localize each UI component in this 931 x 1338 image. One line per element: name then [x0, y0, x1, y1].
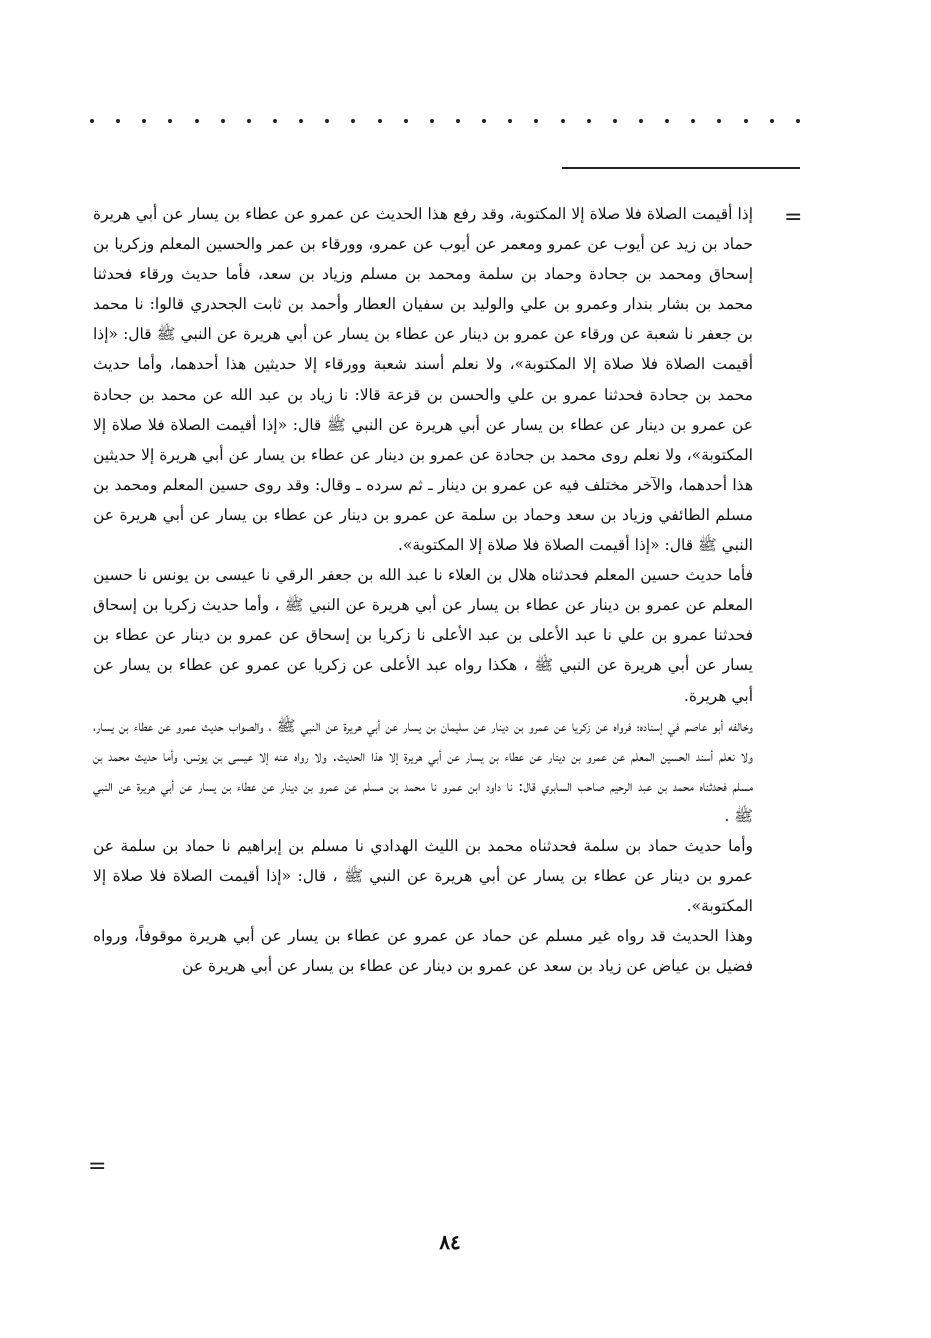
- separator-dot: [404, 119, 408, 123]
- separator-dot: [168, 119, 172, 123]
- separator-dot: [613, 119, 617, 123]
- separator-dot: [691, 119, 695, 123]
- separator-dot: [639, 119, 643, 123]
- paragraph: إذا أقيمت الصلاة فلا صلاة إلا المكتوبة، وقد رفع هذا الحديث عن عمرو عن عطاء بن يسار عن أبي هريرة حماد بن زيد عن أيوب عن عمرو ومعمر عن أيوب عن عمرو، وورقاء بن عمر والحسين المعلم وزكريا بن إسحاق ومحمد بن جحادة وحماد بن سلمة ومحمد بن مسلم وزياد بن سعد، فأما حديث ورقاء فحدثنا محمد بن بشار بندار وعمرو بن علي والوليد بن سفيان العطار وأحمد بن ثابت الجحدري قالوا: نا محمد بن جعفر نا شعبة عن ورقاء عن عمرو بن دينار عن عطاء بن يسار عن أبي هريرة عن النبي ﷺ قال: «إذا أقيمت الصلاة فلا صلاة إلا المكتوبة»، ولا نعلم أسند شعبة وورقاء إلا حديثين هذا أحدهما، وأما حديث محمد بن جحادة فحدثنا عمرو بن علي والحسن بن قزعة قالا: نا زياد بن عبد الله عن محمد بن جحادة عن عمرو بن دينار عن عطاء بن يسار عن أبي هريرة عن النبي ﷺ قال: «إذا أقيمت الصلاة فلا صلاة إلا المكتوبة»، ولا نعلم روى محمد بن جحادة عن عمرو بن دينار عن عطاء بن يسار عن أبي هريرة إلا حديثين هذا أحدهما، والآخر مختلف فيه عن عمرو بن دينار ـ ثم سرده ـ وقال: وقد روى حسين المعلم ومحمد بن مسلم الطائفي وزياد بن سعد وحماد بن سلمة عن عمرو بن دينار عن عطاء بن يسار عن أبي هريرة عن النبي ﷺ قال: «إذا أقيمت الصلاة فلا صلاة إلا المكتوبة».: [93, 205, 753, 555]
- separator-dot: [561, 119, 565, 123]
- separator-dot: [770, 119, 774, 123]
- separator-dot: [299, 119, 303, 123]
- separator-dot: [142, 119, 146, 123]
- separator-dot: [482, 119, 486, 123]
- separator-dot: [587, 119, 591, 123]
- separator-dot: [508, 119, 512, 123]
- separator-dot: [351, 119, 355, 123]
- separator-dot: [378, 119, 382, 123]
- paragraph: وهذا الحديث قد رواه غير مسلم عن حماد عن عمرو عن عطاء بن يسار عن أبي هريرة موقوفاً، ورواه فضيل بن عياض عن زياد بن سعد عن عمرو بن دينار عن عطاء بن يسار عن أبي هريرة عن: [93, 927, 753, 976]
- page-number: ٨٤: [439, 1230, 461, 1254]
- paragraph: وأما حديث حماد بن سلمة فحدثناه محمد بن الليث الهدادي نا مسلم بن إبراهيم نا حماد بن سلمة عن عمرو بن دينار عن عطاء بن يسار عن أبي هريرة عن النبي ﷺ ، قال: «إذا أقيمت الصلاة فلا صلاة إلا المكتوبة».: [93, 836, 753, 916]
- continuation-mark-end: =: [88, 1154, 107, 1179]
- separator-dot: [534, 119, 538, 123]
- paragraph: فأما حديث حسين المعلم فحدثناه هلال بن العلاء نا عبد الله بن جعفر الرقي نا عيسى بن يونس نا حسين المعلم عن عمرو بن دينار عن عطاء بن يسار عن أبي هريرة عن النبي ﷺ ، وأما حديث زكريا بن إسحاق فحدثنا عمرو بن علي نا عبد الأعلى بن عبد الأعلى نا زكريا بن إسحاق عن عمرو بن دينار عن عطاء بن يسار عن أبي هريرة عن النبي ﷺ ، هكذا رواه عبد الأعلى عن زكريا عن عمرو عن عطاء بن يسار عن أبي هريرة.: [93, 566, 753, 705]
- separator-dot: [430, 119, 434, 123]
- separator-dot: [273, 119, 277, 123]
- separator-dot: [456, 119, 460, 123]
- dotted-separator: [90, 119, 800, 123]
- separator-dot: [247, 119, 251, 123]
- separator-dot: [744, 119, 748, 123]
- separator-dot: [665, 119, 669, 123]
- separator-dot: [717, 119, 721, 123]
- separator-dot: [90, 119, 94, 123]
- separator-dot: [325, 119, 329, 123]
- footnote-rule: [562, 167, 800, 169]
- continuation-mark-start: =: [784, 205, 803, 230]
- separator-dot: [116, 119, 120, 123]
- separator-dot: [796, 119, 800, 123]
- separator-dot: [195, 119, 199, 123]
- footnote-text: [93, 199, 753, 981]
- paragraph: وخالفه أبو عاصم في إسناده؛ فرواه عن زكريا عن عمرو بن دينار عن سليمان بن يسار عن أبي هريرة عن النبي ﷺ ، والصواب حديث عمرو عن عطاء بن يسار، ولا نعلم أسند الحسين المعلم عن عمرو بن دينار عن عطاء بن يسار عن أبي هريرة إلا هذا الحديث. ولا رواه عنه إلا عيسى بن يونس، وأما حديث محمد بن مسلم فحدثناه محمد بن عبد الرحيم صاحب السابري قال: نا داود ابن عمرو نا محمد بن مسلم عن عمرو بن دينار عن عطاء بن يسار عن أبي هريرة عن النبي ﷺ .: [93, 716, 753, 825]
- separator-dot: [221, 119, 225, 123]
